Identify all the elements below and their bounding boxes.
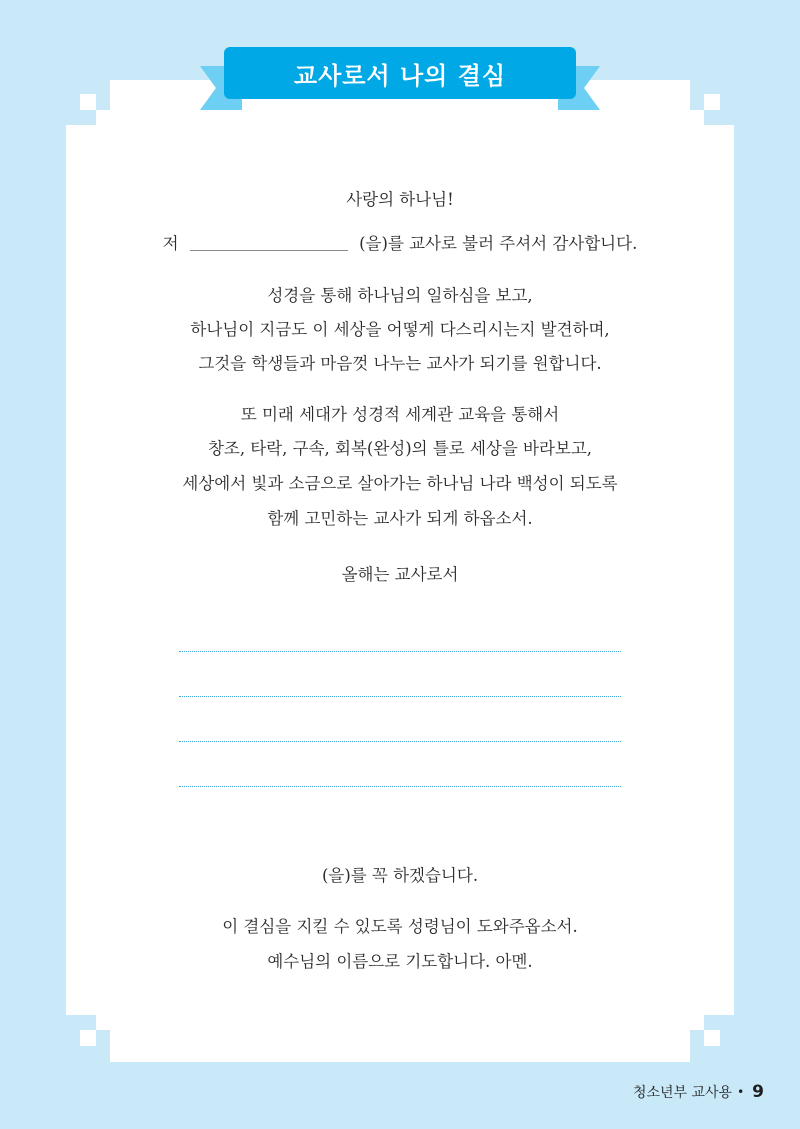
pixel-corner-decoration: [704, 94, 720, 110]
name-blank-field[interactable]: [190, 236, 348, 251]
closing-line: 예수님의 이름으로 기도합니다. 아멘.: [267, 952, 533, 971]
paragraph2-line: 창조, 타락, 구속, 회복(완성)의 틀로 세상을 바라보고,: [207, 439, 593, 458]
this-year-line: 올해는 교사로서: [341, 565, 459, 584]
page-title: 교사로서 나의 결심: [293, 61, 507, 90]
paragraph1-line: 그것을 학생들과 마음껏 나누는 교사가 되기를 원합니다.: [198, 354, 602, 373]
calling-line: [0, 234, 800, 254]
book-label: 청소년부 교사용: [632, 1085, 733, 1101]
writing-line[interactable]: [179, 696, 621, 697]
call-suffix: (을)를 교사로 불러 주셔서 감사합니다.: [359, 234, 638, 253]
closing-line: 이 결심을 지킬 수 있도록 성령님이 도와주옵소서.: [222, 917, 578, 936]
writing-line[interactable]: [179, 651, 621, 652]
pixel-corner-decoration: [80, 94, 96, 110]
title-ribbon: [224, 47, 576, 99]
greeting-line: 사랑의 하나님!: [346, 190, 454, 209]
card-bottom-band: [110, 1000, 690, 1062]
writing-line[interactable]: [179, 786, 621, 787]
commitment-line: (을)를 꼭 하겠습니다.: [321, 866, 479, 885]
paragraph1-line: 성경을 통해 하나님의 일하심을 보고,: [267, 286, 533, 305]
page-footer: [633, 1082, 764, 1102]
paragraph2-line: 함께 고민하는 교사가 되게 하옵소서.: [267, 509, 533, 528]
page-number: 9: [752, 1082, 764, 1102]
paragraph2-line: 세상에서 빛과 소금으로 살아가는 하나님 나라 백성이 되도록: [182, 474, 618, 493]
paragraph2-line: 또 미래 세대가 성경적 세계관 교육을 통해서: [240, 405, 560, 424]
pixel-corner-decoration: [704, 1030, 720, 1046]
pixel-corner-decoration: [688, 1014, 704, 1030]
pixel-corner-decoration: [688, 110, 704, 126]
paragraph1-line: 하나님이 지금도 이 세상을 어떻게 다스리시는지 발견하며,: [190, 320, 610, 339]
call-prefix: 저: [162, 234, 179, 253]
writing-line[interactable]: [179, 741, 621, 742]
pixel-corner-decoration: [80, 1030, 96, 1046]
footer-separator: •: [737, 1085, 745, 1099]
